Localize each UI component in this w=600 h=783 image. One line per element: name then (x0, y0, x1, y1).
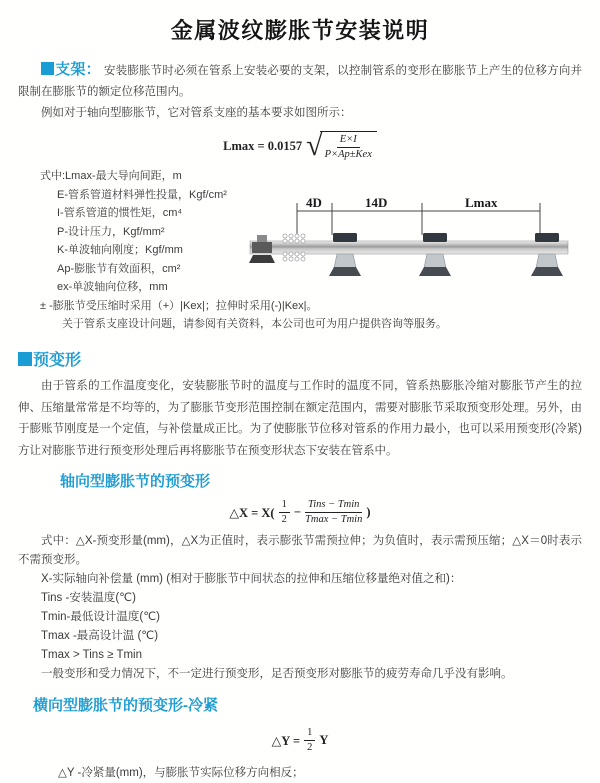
fraction-denominator: 2 (307, 742, 313, 753)
fraction-numerator: Tins − Tmin (305, 499, 362, 513)
definition-line: E-管系管道材料弹性投量，Kgf/cm² (57, 188, 227, 201)
square-root (306, 131, 377, 161)
lateral-predeform-formula (18, 727, 582, 754)
definition-line: ± -膨胀节受压缩时采用（+）|Kex|；拉伸时采用(-)|Kex|。 (40, 299, 318, 312)
definition-line: Ap-膨胀节有效面积，cm² (57, 262, 181, 275)
predeform-section-heading (18, 347, 582, 370)
note-line: Tmax > Tins ≥ Tmin (41, 649, 142, 661)
anchor-support (249, 235, 275, 263)
formula-rhs: Y (319, 733, 329, 747)
half-fraction (279, 499, 290, 526)
axial-notes (18, 532, 582, 684)
predeform-paragraph: 由于管系的工作温度变化，安装膨胀节时的温度与工作时的温度不同，管系热膨胀冷缩对膨胀节产生的拉伸、压缩量常常是不均等的，为了膨胀节变形范围控制在额定范围内，需要对膨胀节采取预变形处理。另外，由于膨账节刚度是一个定值，与补偿量成正比。为了使膨胀节位移对管系的作用力最小，也可以采用预变形(冷紧)方让对膨胀节进行预变形处理后再将膨胀节在预变形状态下安装在管系中。 (18, 380, 582, 457)
formula-lhs: △Y = (271, 733, 301, 748)
predeform-section-label: 预变形 (33, 352, 82, 369)
pipe-support (531, 233, 563, 276)
support-section-heading (41, 61, 101, 78)
temperature-fraction (305, 499, 362, 526)
definition-line: I-管系管道的惯性矩，cm⁴ (57, 207, 183, 219)
fraction-denominator: P×Ap±Kex (324, 149, 372, 160)
note-line: Tins -安装温度(℃) (41, 592, 136, 604)
lateral-subheading: 横向型膨胀节的预变形-冷紧 (33, 697, 218, 714)
radical-sign-icon: √ (306, 129, 323, 162)
definition-line: 式中:Lmax-最大导向间距，m (40, 170, 182, 182)
minus-sign: − (293, 505, 301, 519)
dimension-line (297, 195, 540, 235)
section-bullet-icon (18, 352, 32, 366)
definition-line: 关于管系支座设计问题，请参阅有关资料，本公司也可为用户提供咨询等服务。 (62, 318, 447, 330)
support-paragraph (18, 59, 582, 103)
axial-subheading: 轴向型膨胀节的预变形 (60, 473, 211, 490)
fraction-denominator: 2 (281, 514, 287, 525)
formula-lhs: △X = X( (229, 505, 275, 520)
lmax-formula (18, 131, 582, 161)
fraction-denominator: Tmax − Tmin (305, 514, 363, 525)
fraction-numerator: E×I (337, 134, 360, 148)
support-spacing-diagram (250, 195, 572, 295)
note-line: Tmin-最低设计温度(℃) (41, 611, 160, 623)
definition-line: K-单波轴向刚度；Kgf/mm (57, 244, 183, 256)
note-line: Tmax -最高设计温 (℃) (41, 630, 159, 642)
section-bullet-icon (41, 62, 54, 75)
dim-label-4d: 4D (306, 195, 322, 210)
note-line: 式中：△X-预变形量(mm)，△X为正值时，表示膨张节需预拉伸；为负值时，表示需预压缩；△X＝0时表示不需预变形。 (18, 535, 582, 566)
note-line: X-实际轴向补偿量 (mm) (相对于膨胀节中间状态的拉伸和压缩位移量绝对值之和)： (41, 573, 462, 585)
pipe-support (329, 233, 361, 276)
support-section-label: 支架： (55, 61, 101, 78)
support-paragraph-text: 安装膨胀节时必须在管系上安装必要的支架，以控制管系的变形在膨胀节上产生的位移方向并限制在膨胀节的额定位移范围内。 (18, 65, 582, 98)
definition-line: P-设计压力，Kgf/mm² (57, 225, 165, 238)
fraction-numerator: 1 (279, 499, 290, 513)
note-line: 一般变形和受力情况下，不一定进行预变形，足否预变形对膨胀节的疲劳寿命几乎没有影响。 (41, 668, 513, 680)
pipe-support (419, 233, 451, 276)
definitions-and-diagram (18, 167, 582, 339)
page-title: 金属波纹膨胀节安装说明 (170, 18, 430, 43)
formula-coefficient: Lmax = 0.0157 (223, 138, 303, 153)
lateral-note: △Y -冷紧量(mm)，与膨胀节实际位移方向相反； (58, 767, 304, 779)
example-line: 例如对于轴向型膨胀节，它对管系支座的基本要求如图所示： (41, 107, 352, 119)
dim-label-14d: 14D (365, 195, 388, 210)
formula-fraction (325, 134, 372, 161)
half-fraction (304, 727, 315, 754)
definition-line: ex-单波轴向位移，mm (57, 281, 168, 293)
dim-label-lmax: Lmax (465, 195, 498, 210)
axial-predeform-formula (18, 499, 582, 526)
fraction-numerator: 1 (304, 727, 315, 741)
formula-close-paren: ) (366, 505, 371, 519)
